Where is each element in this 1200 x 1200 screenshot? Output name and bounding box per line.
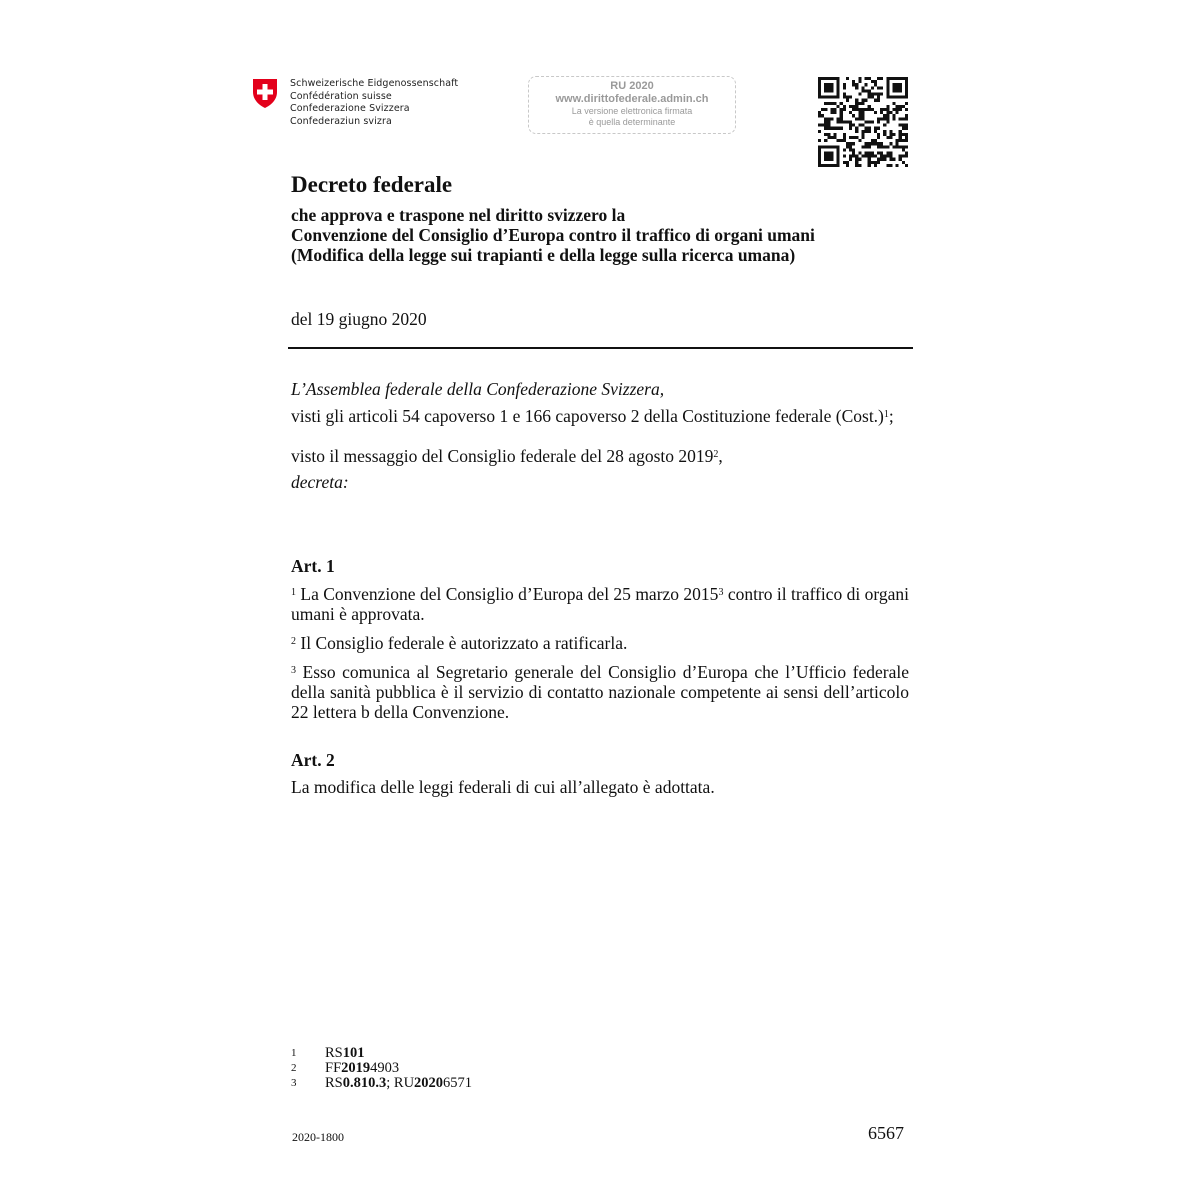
footnote-text: 6571: [443, 1075, 473, 1091]
footnote-text: 4903: [370, 1060, 400, 1076]
agency-line-de: Schweizerische Eidgenossenschaft: [290, 78, 459, 89]
footnote-number: 1: [291, 1047, 297, 1059]
footnote-text: RS: [325, 1045, 343, 1061]
article-1-paragraph-3: [291, 662, 909, 722]
article-1-paragraph-2: [291, 633, 909, 653]
footnote-ref-bold: 2020: [414, 1075, 444, 1091]
preamble-visto-text: visto il messaggio del Consiglio federale del 28 agosto 2019: [291, 446, 714, 466]
article-1-heading: Art. 1: [291, 556, 335, 576]
subtitle: [291, 205, 815, 265]
agency-line-it: Confederazione Svizzera: [290, 103, 410, 114]
preamble-visti-text: visti gli articoli 54 capoverso 1 e 166 capoverso 2 della Costituzione federale (Cost.): [291, 406, 884, 426]
footnote-number: 3: [291, 1077, 297, 1089]
article-2-heading: Art. 2: [291, 750, 335, 770]
paragraph-text: La Convenzione del Consiglio d’Europa del 25 marzo 2015: [296, 584, 719, 604]
footnote-ref-bold: 2019: [341, 1060, 371, 1076]
preamble-assembly: L’Assemblea federale della Confederazione Svizzera,: [291, 379, 665, 399]
preamble-decreta: decreta:: [291, 472, 349, 492]
paragraph-number: 1: [291, 587, 296, 598]
footnote-ref-bold: 101: [342, 1045, 365, 1061]
article-2-paragraph-1: La modifica delle leggi federali di cui all’allegato è adottata.: [291, 777, 715, 797]
divider: [288, 347, 913, 349]
subtitle-line: Convenzione del Consiglio d’Europa contro il traffico di organi umani: [291, 225, 815, 245]
preamble-visti: [291, 406, 913, 426]
stamp-website: www.dirittofederale.admin.ch: [555, 93, 709, 105]
stamp-note-2: è quella determinante: [588, 117, 676, 127]
article-1-paragraph-1: [291, 584, 909, 624]
official-stamp: [528, 76, 736, 134]
preamble-visto: [291, 446, 913, 466]
footnote-text: ; RU: [386, 1075, 415, 1091]
footnote-ref-bold: 0.810.3: [342, 1075, 387, 1091]
footnotes: [291, 1046, 472, 1091]
decree-date: del 19 giugno 2020: [291, 309, 427, 329]
swiss-coat-of-arms-icon: [252, 78, 278, 109]
stamp-note-1: La versione elettronica firmata: [571, 106, 693, 116]
footnote: [291, 1061, 472, 1076]
page-number: 6567: [868, 1123, 904, 1143]
paragraph-number: 3: [291, 665, 296, 676]
footnote-number: 2: [291, 1062, 297, 1074]
subtitle-line: (Modifica della legge sui trapianti e della legge sulla ricerca umana): [291, 245, 796, 265]
footnote-text: RS: [325, 1075, 343, 1091]
page-title: Decreto federale: [291, 172, 453, 197]
footnote-ref[interactable]: 2: [713, 449, 719, 460]
paragraph-text: Esso comunica al Segretario generale del Consiglio d’Europa che l’Ufficio federale della sanità pubblica è il servizio di contatto nazionale competente ai sensi dell’articolo 22 lettera b della Convenzione.: [291, 662, 909, 722]
stamp-collection: RU 2020: [610, 80, 654, 92]
qr-code-icon: [818, 77, 908, 167]
document-code: 2020-1800: [292, 1130, 344, 1144]
agency-line-rm: Confederaziun svizra: [290, 115, 392, 127]
footnote-text: FF: [325, 1060, 342, 1076]
footnote: [291, 1076, 472, 1091]
footnote-ref[interactable]: 3: [718, 587, 724, 598]
punctuation: ;: [888, 406, 894, 426]
paragraph-number: 2: [291, 636, 296, 647]
agency-line-fr: Confédération suisse: [290, 90, 392, 102]
punctuation: ,: [718, 446, 723, 466]
subtitle-line: che approva e traspone nel diritto svizzero la: [291, 205, 626, 225]
footnote-ref[interactable]: 1: [883, 409, 889, 420]
footnote: [291, 1046, 472, 1061]
paragraph-text: Il Consiglio federale è autorizzato a ratificarla.: [296, 633, 628, 653]
paragraph-text: contro il traffico di organi umani è approvata.: [291, 584, 909, 624]
agency-name: [290, 78, 458, 128]
